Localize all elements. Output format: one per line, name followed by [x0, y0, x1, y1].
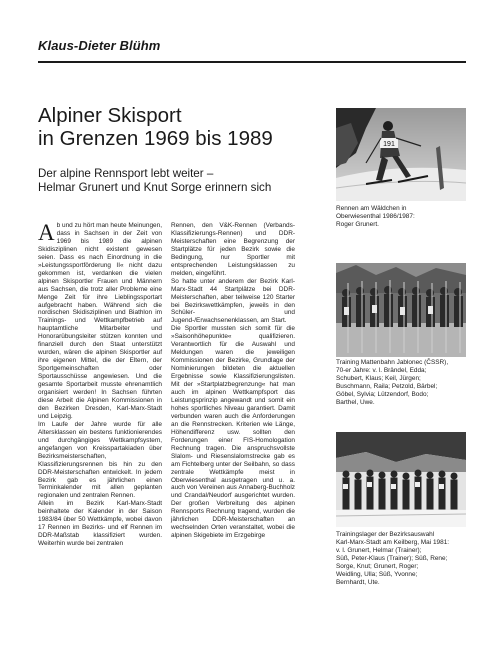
- caption-line: Barthel, Uwe.: [336, 399, 375, 406]
- caption-line: Oberwiesenthal 1986/1987:: [336, 213, 415, 220]
- text-column-1: [38, 222, 162, 548]
- header-rule: [38, 61, 466, 63]
- drop-cap: A: [38, 220, 55, 245]
- article-subtitle: [38, 167, 338, 194]
- caption-photo-3: [336, 531, 472, 587]
- caption-line: Göbel, Sylvia; Lützendorf, Bodo;: [336, 391, 429, 398]
- caption-line: Rennen am Wäldchen in: [336, 205, 407, 212]
- caption-line: Bernhardt, Ute.: [336, 579, 380, 586]
- paragraph: So hatte unter anderem der Bezirk Karl-Marx-Stadt 44 Startplätze bei DDR-Meisterschaften, aber teilweise 120 Starter bei Bezirkswettkämpfen, jeweils in den Schüler- und Jugend-/Erwachsenenklassen, am Start.: [171, 277, 295, 325]
- caption-line: Karl-Marx-Stadt am Keilberg, Mai 1981:: [336, 539, 450, 546]
- subtitle-line-1: Der alpine Rennsport lebt weiter –: [38, 167, 214, 180]
- caption-line: Sorge, Knut; Grunert, Roger;: [336, 563, 419, 570]
- paragraph: Die Sportler mussten sich somit für die »Saisonhöhepunkte« qualifizieren. Verantwortlich für die Auswahl und Meldungen waren die jeweiligen Kommissionen der Bezirke, Grundlage der Nominierungen bildeten die aktuellen Ergebnisse sowie Klassifizierungslisten. Mit der »Startplatzbegrenzung« hat man auch im alpinen Wettkampfsport das Leistungsprinzip angewandt und somit ein hohes sportliches Niveau garantiert. Damit verbunden waren auch die Anforderungen an die Rennstrecken. Kriterien wie Länge, Höhendifferenz usw. sollten den Forderungen einer FIS-Homologation Rechnung tragen. Die anspruchsvollste Slalom- und Riesenslalomstrecke gab es am Fichtelberg unter der Seilbahn, so dass zentrale Wettkämpfe meist in Oberwiesenthal ausgetragen und u. a. auch von Vereinen aus Annaberg-Buchholz und Crandal/Neudorf ausgerichtet wurden. Der großen Verbreitung des alpinen Rennsports Rechnung tragend, wurden die jährlichen DDR-Meisterschaften an wechselnden Orten veranstaltet, wobei die alpinen Skigebiete im Erzgebirge: [171, 325, 295, 540]
- photo-skier-race: [336, 108, 466, 201]
- caption-line: 70-er Jahre: v. l. Brändel, Edda;: [336, 367, 427, 374]
- photo-training-group: [336, 263, 466, 357]
- caption-photo-2: [336, 359, 472, 407]
- subtitle-line-2: Helmar Grunert und Knut Sorge erinnern sich: [38, 180, 272, 194]
- caption-line: Roger Grunert.: [336, 221, 379, 228]
- text-column-2: [171, 222, 295, 540]
- caption-line: Buschmann, Raila; Petzold, Bärbel;: [336, 383, 438, 390]
- bib-number: 191: [383, 141, 395, 148]
- caption-photo-1: [336, 205, 472, 229]
- caption-line: Training Mattenbahn Jablonec (ČSSR),: [336, 359, 449, 366]
- caption-line: v. l. Grunert, Helmar (Trainer);: [336, 547, 422, 554]
- caption-line: Süß, Peter-Klaus (Trainer); Süß, Rene;: [336, 555, 448, 562]
- caption-line: Weidling, Ulla; Süß, Yvonne;: [336, 571, 418, 578]
- paragraph: Allein im Bezirk Karl-Marx-Stadt beinhaltete der Kalender in der Saison 1983/84 über 50 Wettkämpfe, wobei davon 17 Rennen im Bezirks- und elf Rennen im DDR-Maßstab klassifiziert wurden. Weiterhin wurde bei zentralen: [38, 500, 162, 548]
- photo-training-camp: [336, 432, 466, 527]
- caption-line: Schubert, Klaus; Keil, Jürgen;: [336, 375, 421, 382]
- title-line-2: in Grenzen 1969 bis 1989: [38, 127, 273, 150]
- article-title: [38, 104, 323, 150]
- paragraph: Rennen, den V&K-Rennen (Verbands-Klassifizierungs-Rennen) und DDR-Meisterschaften eine Begrenzung der Startplätze für jeden Bezirk sowie die Bedingung, nur Sportler mit entsprechenden Leistungsklassen zu melden, eingeführt.: [171, 222, 295, 277]
- paragraph: b und zu hört man heute Meinungen, dass in Sachsen in der Zeit von 1969 bis 1989 die alpinen Skidisziplinen nicht existent gewesen seien. Dass es nach Einordnung in die »Leistungssportförderung II« nicht dazu gekommen ist, verdanken die vielen alpinen Skisportler Frauen und Männern aus Sachsen, die trotz aller Probleme eine Menge Zeit für ihre Lieblingssportart aufgebracht haben. Während sich die nordischen Skidisziplinen und Biathlon im Trainings- und Wettkampfbetrieb auf hauptamtliche Mitarbeiter und Honorarübungsleiter stützen konnten und finanziell durch den Staat unterstützt wurden, wären die alpinen Skisportler auf ihre eigenen Mittel, die der Eltern, der Sportgemeinschaften oder Sportausschüsse angewiesen. Und die gesamte Sportarbeit musste ehrenamtlich organisiert werden! In Sachsen führten diese Arbeit die Alpinen Kommissionen in den Bezirken Dresden, Karl-Marx-Stadt und Leipzig.: [38, 222, 162, 420]
- caption-line: Trainingslager der Bezirksauswahl: [336, 531, 435, 538]
- paragraph: Im Laufe der Jahre wurde für alle Altersklassen ein bestens funktionierendes und durchgängiges Wettkampfsystem, angefangen von Kreisspartakiaden über Bezirksmeisterschaften, Klassifizierungsrennen bis hin zu den DDR-Meisterschaften entwickelt. In jedem Bezirk gab es jährlichen einen Terminkalender mit allen geplanten regionalen und zentralen Rennen.: [38, 420, 162, 500]
- author-name: Klaus-Dieter Blühm: [38, 38, 161, 53]
- title-line-1: Alpiner Skisport: [38, 104, 182, 127]
